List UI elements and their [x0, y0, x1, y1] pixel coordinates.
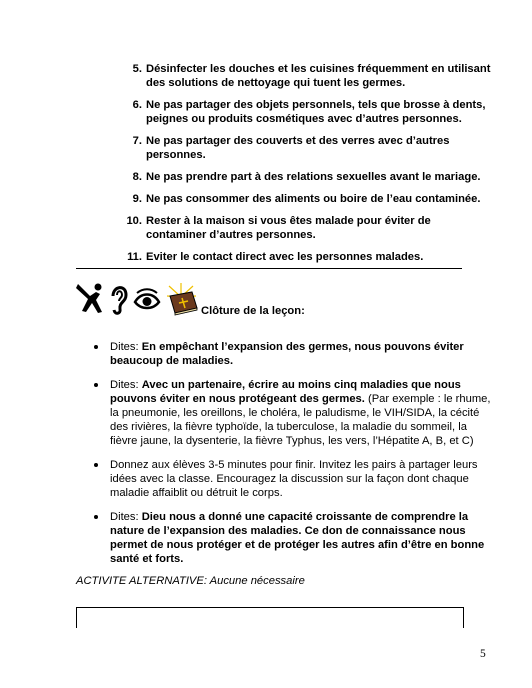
bullet-list [92, 340, 492, 576]
bible-icon [166, 282, 200, 318]
bottom-frame [76, 607, 464, 628]
list-item: Dites: Dieu nous a donné une capacité croissante de comprendre la nature de l’expansion des maladies. Ce don de connaissance nous permet de nous protéger et de protéger les autres afin d’être en bonne santé et forts. [92, 510, 492, 566]
list-item: 8. Ne pas prendre part à des relations sexuelles avant le mariage. [132, 171, 481, 183]
bullet-dot [94, 345, 98, 349]
stretching-figure-icon [76, 282, 106, 316]
bullet-dot [94, 383, 98, 387]
list-item: 9. Ne pas consommer des aliments ou boire de l’eau contaminée. [132, 193, 481, 205]
bullet-dot [94, 463, 98, 467]
list-item: Donnez aux élèves 3-5 minutes pour finir. Invitez les pairs à partager leurs idées avec la classe. Encouragez la discussion sur la façon dont chaque maladie affaiblit ou détruit le corps. [92, 458, 492, 500]
ear-icon [109, 282, 129, 316]
closure-title: Clôture de la leçon: [201, 305, 305, 317]
alternative-activity: ACTIVITE ALTERNATIVE: Aucune nécessaire [76, 575, 305, 587]
list-item: 10. Rester à la maison si vous êtes malade pour éviter de contaminer d’autres personnes. [126, 215, 431, 241]
list-item: 6. Ne pas partager des objets personnels, tels que brosse à dents, peignes ou produits cosmétiques avec d’autres personnes. [132, 99, 486, 125]
list-item: 7. Ne pas partager des couverts et des verres avec d’autres personnes. [132, 135, 450, 161]
list-item: Dites: En empêchant l’expansion des germes, nous pouvons éviter beaucoup de maladies. [92, 340, 492, 368]
list-item: Dites: Avec un partenaire, écrire au moins cinq maladies que nous pouvons éviter en nous protégeant des germes. (Par exemple : le rhume, la pneumonie, les oreillons, le choléra, le paludisme, le VIH/SIDA, la cécité des rivières, la fièvre typhoïde, la tuberculose, la maladie du sommeil, la fièvre jaune, la dysenterie, la fièvre Typhus, les vers, l’Hépatite A, B, et C) [92, 378, 492, 448]
numbered-list [124, 62, 494, 272]
eye-icon [133, 282, 161, 316]
section-divider [76, 268, 462, 269]
bullet-dot [94, 515, 98, 519]
list-item: 5. Désinfecter les douches et les cuisines fréquemment en utilisant des solutions de nettoyage qui tuent les germes. [132, 63, 491, 89]
page-number: 5 [480, 648, 486, 660]
list-item: 11. Eviter le contact direct avec les personnes malades. [127, 251, 424, 263]
